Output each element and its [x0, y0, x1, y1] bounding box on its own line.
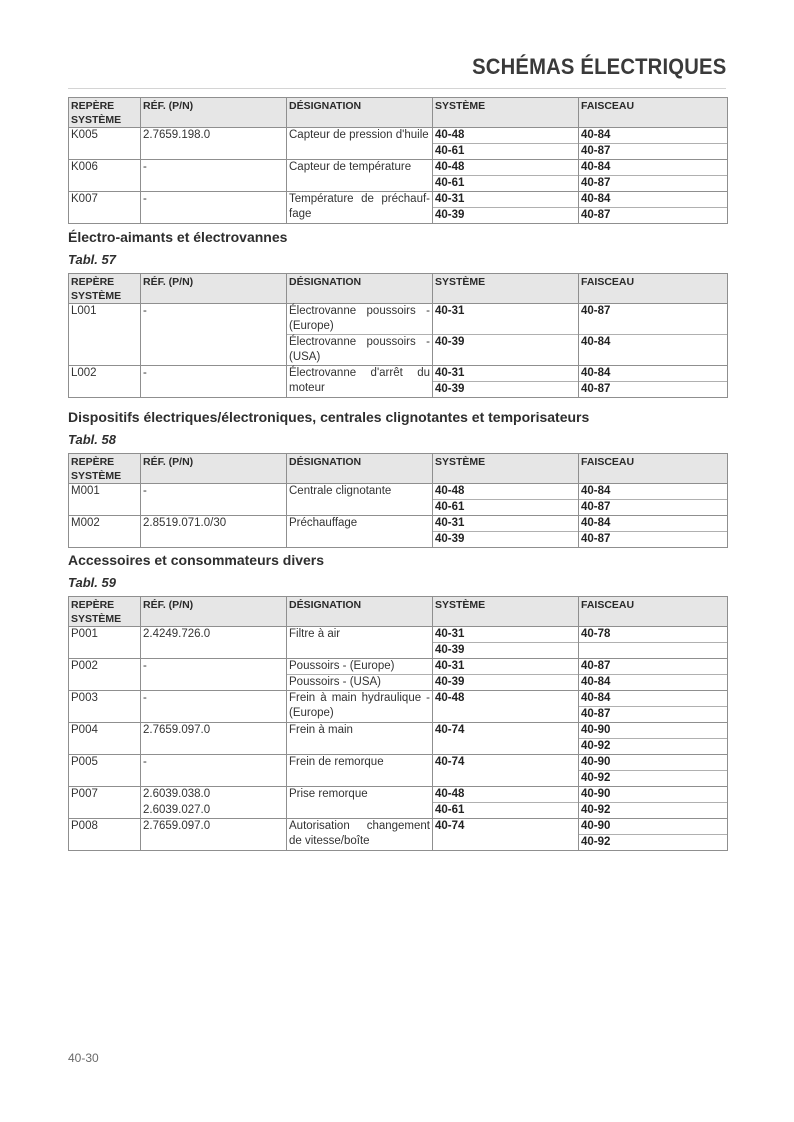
- cell-systeme: 40-31: [433, 516, 579, 532]
- table-row: [69, 755, 728, 771]
- cell-designation: Préchauffage: [287, 516, 433, 548]
- header-designation: DÉSIGNATION: [287, 597, 433, 627]
- cell-designation: Filtre à air: [287, 627, 433, 659]
- parts-table: [68, 97, 728, 224]
- cell-faisceau: 40-87: [579, 208, 728, 224]
- header-ref: RÉF. (P/N): [141, 454, 287, 484]
- cell-faisceau: 40-87: [579, 500, 728, 516]
- table-row: [69, 304, 728, 335]
- cell-ref: 2.7659.097.0: [141, 723, 287, 755]
- header-faisceau: FAISCEAU: [579, 274, 728, 304]
- cell-faisceau: 40-84: [579, 335, 728, 366]
- cell-ref: -: [141, 160, 287, 192]
- cell-designation: Capteur de température: [287, 160, 433, 192]
- cell-systeme: 40-48: [433, 484, 579, 500]
- header-ref: RÉF. (P/N): [141, 98, 287, 128]
- cell-systeme: 40-61: [433, 144, 579, 160]
- header-ref: RÉF. (P/N): [141, 597, 287, 627]
- cell-systeme: 40-39: [433, 335, 579, 366]
- cell-ref: -: [141, 484, 287, 516]
- cell-designation: Frein à main hydraulique - (Europe): [287, 691, 433, 723]
- cell-faisceau: 40-84: [579, 691, 728, 707]
- header-repere: REPÈRE SYSTÈME: [69, 274, 141, 304]
- section-title: Dispositifs électriques/électroniques, centrales clignotantes et temporisateurs: [68, 409, 590, 425]
- table-row: [69, 787, 728, 803]
- cell-faisceau: 40-87: [579, 382, 728, 398]
- cell-designation: Frein à main: [287, 723, 433, 755]
- cell-repere: P004: [69, 723, 141, 755]
- cell-faisceau: 40-78: [579, 627, 728, 643]
- parts-table: [68, 273, 728, 398]
- cell-designation: Électrovanne poussoirs - (Europe): [287, 304, 433, 335]
- cell-systeme: 40-39: [433, 675, 579, 691]
- table-row: [69, 723, 728, 739]
- table-header-row: [69, 274, 728, 304]
- cell-systeme: 40-39: [433, 532, 579, 548]
- header-designation: DÉSIGNATION: [287, 98, 433, 128]
- cell-systeme: 40-31: [433, 366, 579, 382]
- cell-repere: P007: [69, 787, 141, 819]
- cell-designation: Capteur de pression d'huile: [287, 128, 433, 160]
- cell-ref: 2.8519.071.0/30: [141, 516, 287, 548]
- table-row: [69, 192, 728, 208]
- header-repere: REPÈRE SYSTÈME: [69, 454, 141, 484]
- title-divider: [68, 88, 726, 89]
- cell-ref: 2.6039.027.0: [141, 803, 287, 819]
- table-caption: Tabl. 58: [68, 432, 116, 447]
- cell-faisceau: 40-84: [579, 128, 728, 144]
- header-ref: RÉF. (P/N): [141, 274, 287, 304]
- section-title: Électro-aimants et électrovannes: [68, 229, 288, 245]
- cell-systeme: 40-48: [433, 691, 579, 723]
- table-row: [69, 128, 728, 144]
- table-row: [69, 691, 728, 707]
- cell-systeme: 40-39: [433, 382, 579, 398]
- cell-systeme: 40-61: [433, 803, 579, 819]
- cell-faisceau: [579, 643, 728, 659]
- cell-ref: -: [141, 659, 287, 691]
- cell-designation: Frein de remorque: [287, 755, 433, 787]
- cell-faisceau: 40-92: [579, 803, 728, 819]
- cell-systeme: 40-31: [433, 192, 579, 208]
- cell-systeme: 40-74: [433, 755, 579, 787]
- header-faisceau: FAISCEAU: [579, 597, 728, 627]
- header-systeme: SYSTÈME: [433, 98, 579, 128]
- cell-systeme: 40-74: [433, 819, 579, 851]
- table-row: [69, 819, 728, 835]
- header-systeme: SYSTÈME: [433, 274, 579, 304]
- cell-faisceau: 40-87: [579, 144, 728, 160]
- table-block-0: [68, 97, 727, 224]
- header-repere: REPÈRE SYSTÈME: [69, 597, 141, 627]
- cell-designation: Autorisation changement de vitesse/boîte: [287, 819, 433, 851]
- cell-systeme: 40-31: [433, 659, 579, 675]
- cell-faisceau: 40-90: [579, 819, 728, 835]
- cell-faisceau: 40-92: [579, 835, 728, 851]
- cell-systeme: 40-39: [433, 208, 579, 224]
- cell-faisceau: 40-84: [579, 516, 728, 532]
- cell-designation: Électrovanne d'arrêt du moteur: [287, 366, 433, 398]
- cell-ref: 2.6039.038.0: [141, 787, 287, 803]
- cell-ref: -: [141, 755, 287, 787]
- table-header-row: [69, 454, 728, 484]
- cell-repere: M002: [69, 516, 141, 548]
- table-row: [69, 366, 728, 382]
- parts-table: [68, 453, 728, 548]
- cell-repere: P003: [69, 691, 141, 723]
- cell-faisceau: 40-92: [579, 739, 728, 755]
- cell-repere: P002: [69, 659, 141, 691]
- cell-repere: L001: [69, 304, 141, 366]
- cell-ref: -: [141, 691, 287, 723]
- cell-ref: -: [141, 304, 287, 366]
- cell-repere: K006: [69, 160, 141, 192]
- table-row: [69, 160, 728, 176]
- parts-table: [68, 596, 728, 851]
- cell-systeme: 40-74: [433, 723, 579, 755]
- cell-ref: -: [141, 192, 287, 224]
- cell-designation: Électrovanne poussoirs - (USA): [287, 335, 433, 366]
- table-caption: Tabl. 59: [68, 575, 116, 590]
- cell-faisceau: 40-84: [579, 484, 728, 500]
- header-designation: DÉSIGNATION: [287, 454, 433, 484]
- cell-faisceau: 40-87: [579, 304, 728, 335]
- table-header-row: [69, 98, 728, 128]
- cell-ref: -: [141, 366, 287, 398]
- header-faisceau: FAISCEAU: [579, 454, 728, 484]
- header-designation: DÉSIGNATION: [287, 274, 433, 304]
- cell-systeme: 40-48: [433, 160, 579, 176]
- cell-ref: 2.7659.097.0: [141, 819, 287, 851]
- cell-systeme: 40-48: [433, 787, 579, 803]
- cell-faisceau: 40-92: [579, 771, 728, 787]
- cell-systeme: 40-48: [433, 128, 579, 144]
- cell-faisceau: 40-87: [579, 659, 728, 675]
- cell-faisceau: 40-87: [579, 532, 728, 548]
- cell-repere: K007: [69, 192, 141, 224]
- header-faisceau: FAISCEAU: [579, 98, 728, 128]
- cell-repere: P001: [69, 627, 141, 659]
- cell-systeme: 40-39: [433, 643, 579, 659]
- cell-designation: Poussoirs - (USA): [287, 675, 433, 691]
- cell-systeme: 40-61: [433, 176, 579, 192]
- table-block-59: [68, 552, 727, 851]
- cell-designation: Centrale clignotante: [287, 484, 433, 516]
- header-systeme: SYSTÈME: [433, 597, 579, 627]
- cell-faisceau: 40-84: [579, 192, 728, 208]
- section-title: Accessoires et consommateurs divers: [68, 552, 325, 568]
- table-header-row: [69, 597, 728, 627]
- table-row: [69, 484, 728, 500]
- cell-systeme: 40-31: [433, 627, 579, 643]
- cell-repere: P008: [69, 819, 141, 851]
- header-systeme: SYSTÈME: [433, 454, 579, 484]
- cell-faisceau: 40-90: [579, 723, 728, 739]
- cell-repere: M001: [69, 484, 141, 516]
- cell-repere: P005: [69, 755, 141, 787]
- header-repere: REPÈRE SYSTÈME: [69, 98, 141, 128]
- cell-faisceau: 40-84: [579, 160, 728, 176]
- cell-faisceau: 40-84: [579, 366, 728, 382]
- cell-repere: K005: [69, 128, 141, 160]
- table-caption: Tabl. 57: [68, 252, 116, 267]
- page-title: SCHÉMAS ÉLECTRIQUES: [471, 54, 726, 79]
- table-block-57: [68, 229, 727, 398]
- cell-faisceau: 40-87: [579, 707, 728, 723]
- cell-designation: Température de préchauf-fage: [287, 192, 433, 224]
- cell-faisceau: 40-87: [579, 176, 728, 192]
- table-row: [69, 627, 728, 643]
- page-number: 40-30: [68, 1051, 99, 1065]
- cell-systeme: 40-61: [433, 500, 579, 516]
- table-block-58: [68, 409, 727, 548]
- cell-ref: 2.7659.198.0: [141, 128, 287, 160]
- table-row: [69, 516, 728, 532]
- cell-designation: Prise remorque: [287, 787, 433, 819]
- cell-faisceau: 40-90: [579, 787, 728, 803]
- cell-systeme: 40-31: [433, 304, 579, 335]
- cell-faisceau: 40-90: [579, 755, 728, 771]
- cell-repere: L002: [69, 366, 141, 398]
- cell-ref: 2.4249.726.0: [141, 627, 287, 659]
- table-row: [69, 659, 728, 675]
- cell-faisceau: 40-84: [579, 675, 728, 691]
- cell-designation: Poussoirs - (Europe): [287, 659, 433, 675]
